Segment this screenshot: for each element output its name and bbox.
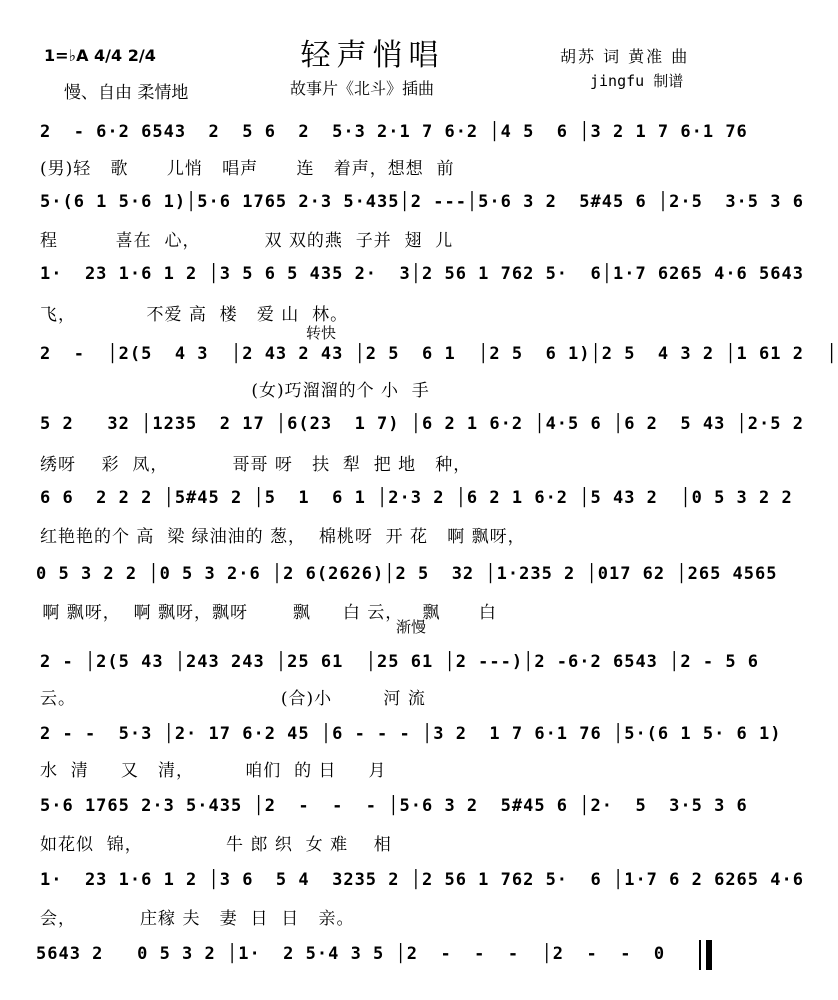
lyric-line: 云。 (合)小 河 流 xyxy=(40,689,426,709)
page-title: 轻声悄唱 xyxy=(300,38,445,73)
lyric-line: 绣呀 彩 凤， 哥哥 呀 扶 犁 把 地 种， xyxy=(40,455,472,475)
notation-line: 1· 23 1·6 1 2 │3 6 5 4 3235 2 │2 56 1 762 5· 6 │1·7 6 2 6265 4·6 xyxy=(40,870,804,890)
key-signature: 1=♭A 4/4 2/4 xyxy=(44,46,156,65)
notation-line: 5 2 32 │1235 2 17 │6(23 1 7) │6 2 1 6·2 │4·5 6 │6 2 5 43 │2·5 2 xyxy=(40,414,804,434)
final-barline-thin xyxy=(699,940,701,970)
notation-line: 2 - │2(5 4 3 │2 43 2 43 │2 5 6 1 │2 5 6 1)│2 5 4 3 2 │1 61 2 │ xyxy=(40,344,838,364)
score-maker: jingfu 制谱 xyxy=(590,72,684,90)
notation-line: 5643 2 0 5 3 2 │1· 2 5·4 3 5 │2 - - - │2 - - 0 xyxy=(36,944,666,964)
lyric-line: 如花似 锦， 牛 郎 织 女 难 相 xyxy=(40,835,392,855)
lyric-line: 飞， 不爱 高 楼 爱 山 林。 xyxy=(40,305,349,325)
notation-line: 2 - │2(5 43 │243 243 │25 61 │25 61 │2 ---)│2 -6·2 6543 │2 - 5 6 xyxy=(40,652,760,672)
final-barline-thick xyxy=(706,940,712,970)
lyric-line: (女)巧溜溜的个 小 手 xyxy=(40,381,430,401)
lyric-line: 会， 庄稼 夫 妻 日 日 亲。 xyxy=(40,909,355,929)
notation-line: 2 - - 5·3 │2· 17 6·2 45 │6 - - - │3 2 1 7 6·1 76 │5·(6 1 5· 6 1) xyxy=(40,724,782,744)
lyric-line: 啊 飘呀， 啊 飘呀，飘呀 飘 白 云， 飘 白 xyxy=(36,603,497,623)
lyric-line: 红艳艳的个 高 梁 绿油油的 葱， 棉桃呀 开 花 啊 飘呀， xyxy=(40,527,526,547)
notation-line: 2 - 6·2 6543 2 5 6 2 5·3 2·1 7 6·2 │4 5 6 │3 2 1 7 6·1 76 xyxy=(40,122,748,142)
tempo-change-mark: 转快 xyxy=(306,324,337,342)
credits: 胡苏 词 黄准 曲 xyxy=(560,47,690,66)
notation-line: 1· 23 1·6 1 2 │3 5 6 5 435 2· 3│2 56 1 762 5· 6│1·7 6265 4·6 5643 xyxy=(40,264,804,284)
subtitle: 故事片《北斗》插曲 xyxy=(290,79,435,98)
ritardando-mark: 渐慢 xyxy=(396,618,427,636)
lyric-line: (男)轻 歌 儿悄 唱声 连 着声，想想 前 xyxy=(40,159,455,179)
notation-line: 6 6 2 2 2 │5#45 2 │5 1 6 1 │2·3 2 │6 2 1 6·2 │5 43 2 │0 5 3 2 2 xyxy=(40,488,793,508)
lyric-line: 程 喜在 心， 双 双的燕 子并 翅 儿 xyxy=(40,231,454,251)
notation-line: 5·6 1765 2·3 5·435 │2 - - - │5·6 3 2 5#45 6 │2· 5 3·5 3 6 xyxy=(40,796,748,816)
lyric-line: 水 清 又 清， 咱们 的 日 月 xyxy=(40,761,387,781)
tempo-marking: 慢、自由 柔情地 xyxy=(64,83,189,103)
notation-line: 5·(6 1 5·6 1)│5·6 1765 2·3 5·435│2 ---│5·6 3 2 5#45 6 │2·5 3·5 3 6 xyxy=(40,192,804,212)
notation-line: 0 5 3 2 2 │0 5 3 2·6 │2 6(2626)│2 5 32 │1·235 2 │017 62 │265 4565 xyxy=(36,564,778,584)
